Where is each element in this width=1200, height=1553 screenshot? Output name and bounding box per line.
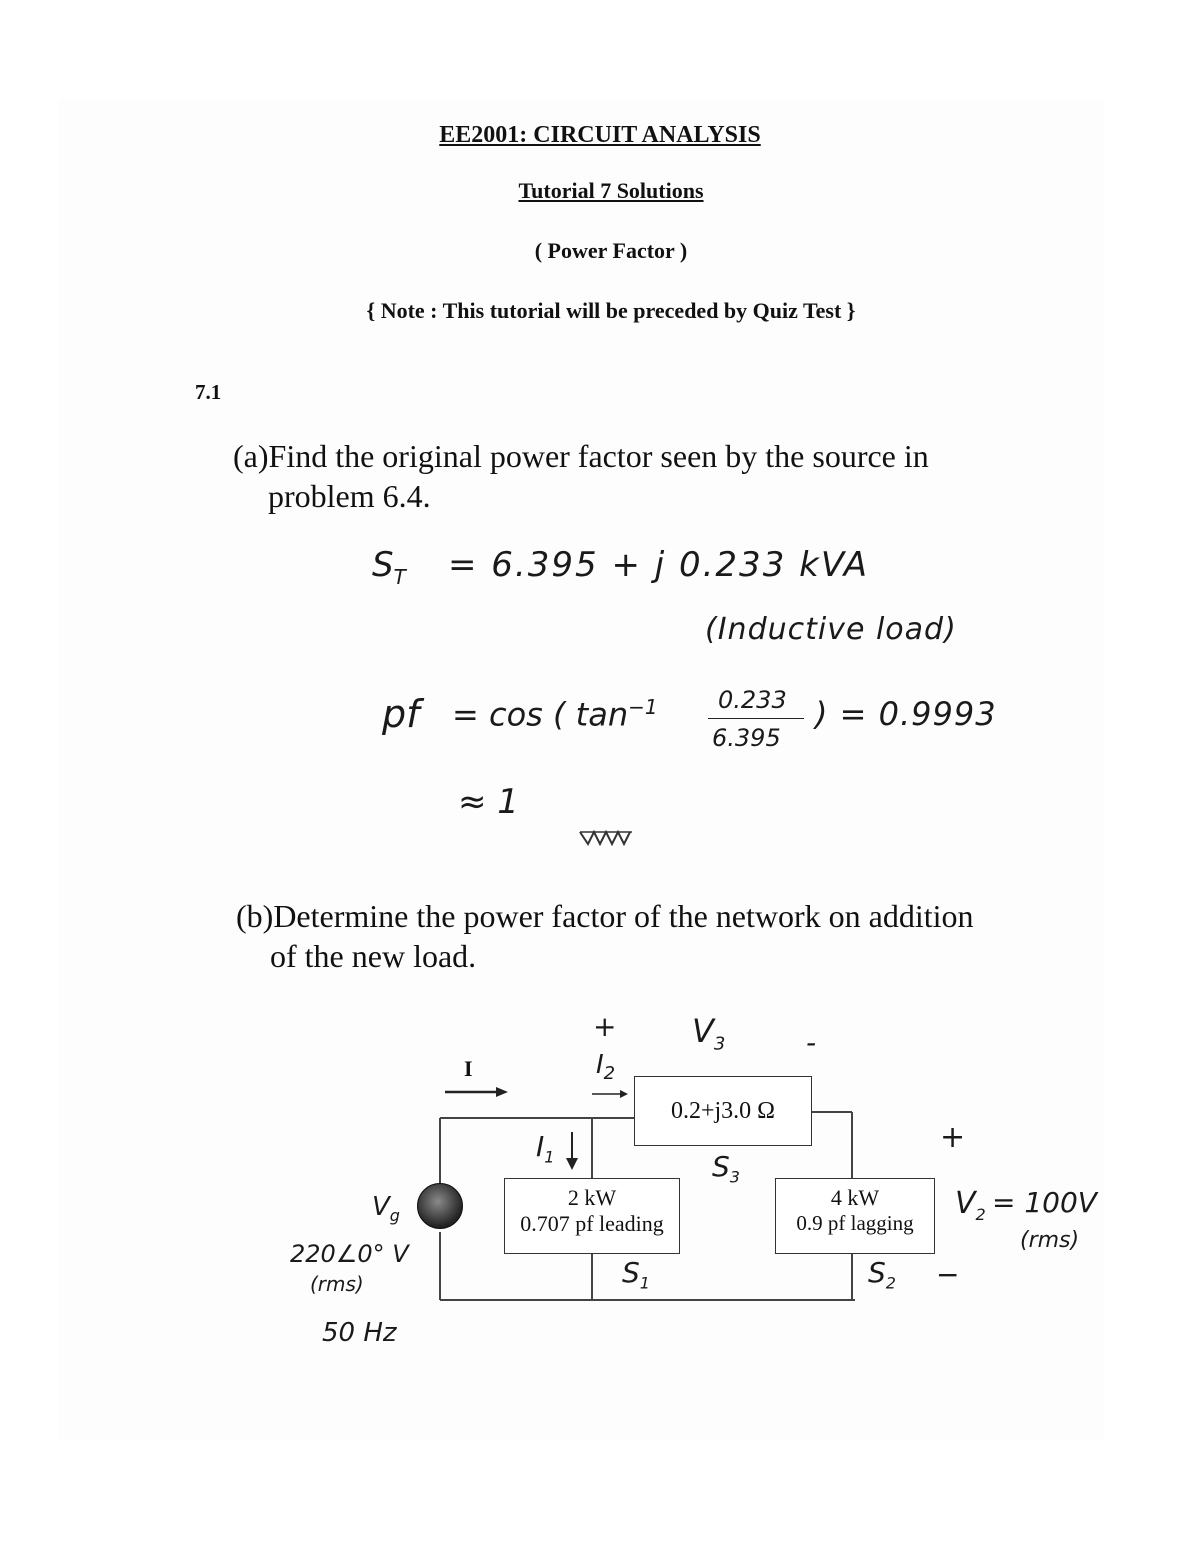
part-b-line1: (b)Determine the power factor of the network on addition — [236, 898, 974, 934]
v2-value: = 100V — [992, 1186, 1097, 1219]
s2-label: $S_2$ — [868, 1256, 896, 1293]
pf-expression: = cos ( $\tan^{-1}$ — [452, 695, 658, 734]
course-title: EE2001: CIRCUIT ANALYSIS — [439, 122, 761, 148]
load2-power: 4 kW — [830, 1185, 880, 1210]
current-i-label: I — [464, 1056, 473, 1081]
load2-pf: 0.9 pf lagging — [796, 1211, 914, 1235]
s1-label: $S_1$ — [622, 1256, 650, 1293]
pf-denominator: 6.395 — [712, 724, 781, 752]
load2-box — [775, 1178, 935, 1254]
v2-rms: (rms) — [1020, 1228, 1080, 1253]
part-b-line2: of the new load. — [270, 938, 477, 974]
vg-frequency: 50 Hz — [322, 1318, 397, 1348]
current-i2-label: $I_2$ — [596, 1050, 616, 1085]
v2-plus: + — [940, 1120, 966, 1155]
vg-label: $V_g$ — [372, 1192, 400, 1226]
load1-pf: 0.707 pf leading — [520, 1211, 664, 1236]
part-a-line1: (a)Find the original power factor seen by the source in — [233, 438, 929, 474]
current-i1-label: $I_1$ — [536, 1130, 555, 1167]
quiz-note: { Note : This tutorial will be preceded by Quiz Test } — [366, 298, 856, 323]
voltage-source-icon — [417, 1183, 463, 1229]
v2-minus: − — [936, 1258, 960, 1291]
v2-label: $V_2$ — [955, 1186, 986, 1224]
question-number: 7.1 — [195, 380, 222, 404]
load1-box — [504, 1178, 680, 1254]
st-value: = 6.395 + j 0.233 kVA — [448, 545, 870, 585]
vg-value: 220∠0° V — [290, 1240, 409, 1268]
approx-value: ≈ 1 — [458, 782, 519, 822]
inductive-load-note: (Inductive load) — [705, 612, 957, 647]
v3-minus: - — [806, 1026, 817, 1059]
st-label: $S_T$ — [372, 545, 406, 589]
tutorial-title: Tutorial 7 Solutions — [518, 178, 704, 203]
pf-label: pf — [382, 692, 420, 736]
vg-rms: (rms) — [310, 1272, 364, 1296]
v3-label: $V_3$ — [692, 1012, 726, 1055]
part-a-line2: problem 6.4. — [268, 478, 431, 514]
s3-label: $S_3$ — [712, 1150, 740, 1187]
topic-heading: ( Power Factor ) — [534, 238, 688, 263]
v3-plus: + — [593, 1010, 617, 1043]
pf-result: ) = 0.9993 — [815, 695, 997, 733]
pf-numerator: 0.233 — [718, 686, 787, 714]
load1-power: 2 kW — [567, 1185, 617, 1210]
impedance-box: 0.2+j3.0 Ω — [634, 1076, 812, 1146]
